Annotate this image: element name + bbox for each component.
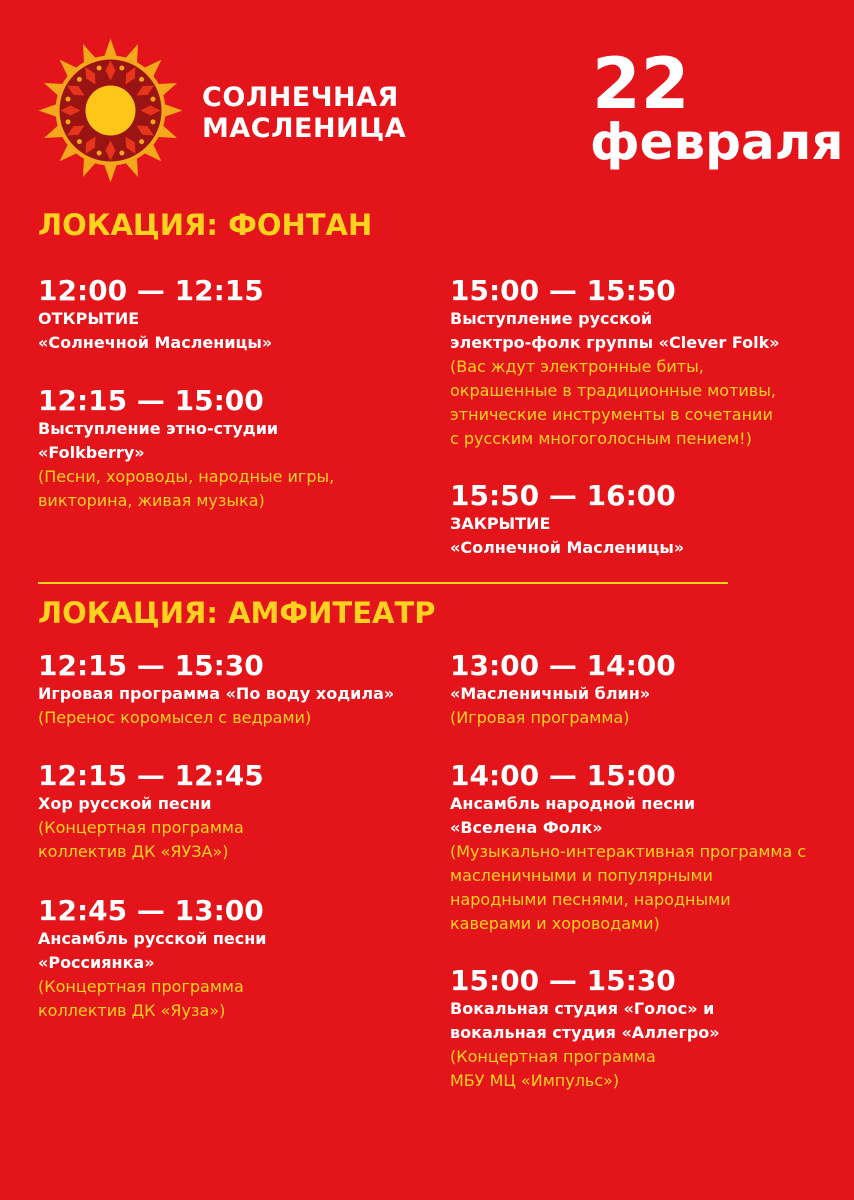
event-description: каверами и хороводами)	[450, 914, 660, 933]
event-time: 15:00 — 15:30	[450, 964, 676, 997]
event-time: 12:45 — 13:00	[38, 894, 264, 927]
event-description: народными песнями, народными	[450, 890, 731, 909]
event-title: Игровая программа «По воду ходила»	[38, 684, 395, 703]
event-time: 12:00 — 12:15	[38, 274, 264, 307]
event-title: Ансамбль русской песни	[38, 929, 267, 948]
event-title: «Folkberry»	[38, 443, 145, 462]
event-description: (Концертная программа	[38, 818, 244, 837]
event-title: Хор русской песни	[38, 794, 212, 813]
event-time: 15:50 — 16:00	[450, 479, 676, 512]
event	[38, 760, 264, 864]
event-title: вокальная студия «Аллегро»	[450, 1023, 720, 1042]
event-title: «Солнечной Масленицы»	[38, 333, 273, 352]
event-title: Ансамбль народной песни	[450, 794, 696, 813]
event-description: (Концертная программа	[450, 1047, 656, 1066]
sun-logo-icon	[38, 38, 183, 183]
event-title: «Вселена Фолк»	[450, 818, 603, 837]
event-description: масленичными и популярными	[450, 866, 713, 885]
event-title: Выступление русской	[450, 309, 653, 328]
event-time: 12:15 — 12:45	[38, 759, 264, 792]
date-month: февраля	[590, 113, 844, 171]
location-title-fountain: ЛОКАЦИЯ: ФОНТАН	[38, 208, 373, 242]
event-time: 14:00 — 15:00	[450, 759, 676, 792]
event	[450, 480, 684, 560]
event-time: 12:15 — 15:00	[38, 384, 264, 417]
event	[450, 965, 720, 1093]
event-description: МБУ МЦ «Импульс»)	[450, 1071, 620, 1090]
event-description: (Игровая программа)	[450, 708, 630, 727]
event-time: 15:00 — 15:50	[450, 274, 676, 307]
event	[450, 275, 780, 451]
event	[38, 895, 267, 1023]
event	[450, 650, 676, 730]
event	[38, 275, 272, 355]
event-description: (Концертная программа	[38, 977, 244, 996]
event-title: Вокальная студия «Голос» и	[450, 999, 715, 1018]
location-title-amphitheater: ЛОКАЦИЯ: АМФИТЕАТР	[38, 596, 436, 630]
event-description: окрашенные в традиционные мотивы,	[450, 381, 776, 400]
event-description: с русским многоголосным пением!)	[450, 429, 752, 448]
event-time: 12:15 — 15:30	[38, 649, 264, 682]
event-description: коллектив ДК «Яуза»)	[38, 1001, 226, 1020]
event-description: (Вас ждут электронные биты,	[450, 357, 704, 376]
event-description: (Музыкально-интерактивная программа с	[450, 842, 807, 861]
date-day: 22	[592, 43, 690, 125]
event-description: (Перенос коромысел с ведрами)	[38, 708, 312, 727]
event-title: ЗАКРЫТИЕ	[450, 514, 551, 533]
section-divider	[38, 582, 728, 584]
event-description: викторина, живая музыка)	[38, 491, 265, 510]
brand-name	[202, 82, 406, 144]
event-title: Выступление этно-студии	[38, 419, 279, 438]
event-title: электро-фолк группы «Clever Folk»	[450, 333, 780, 352]
event-description: (Песни, хороводы, народные игры,	[38, 467, 335, 486]
brand-line-1: СОЛНЕЧНАЯ	[202, 82, 399, 113]
event	[38, 650, 394, 730]
event-time: 13:00 — 14:00	[450, 649, 676, 682]
event-title: «Россиянка»	[38, 953, 155, 972]
event-description: этнические инструменты в сочетании	[450, 405, 773, 424]
event-title: ОТКРЫТИЕ	[38, 309, 140, 328]
event	[450, 760, 806, 936]
event-title: «Масленичный блин»	[450, 684, 651, 703]
event-description: коллектив ДК «ЯУЗА»)	[38, 842, 229, 861]
brand-line-2: МАСЛЕНИЦА	[202, 113, 407, 144]
event	[38, 385, 334, 513]
event-title: «Солнечной Масленицы»	[450, 538, 685, 557]
